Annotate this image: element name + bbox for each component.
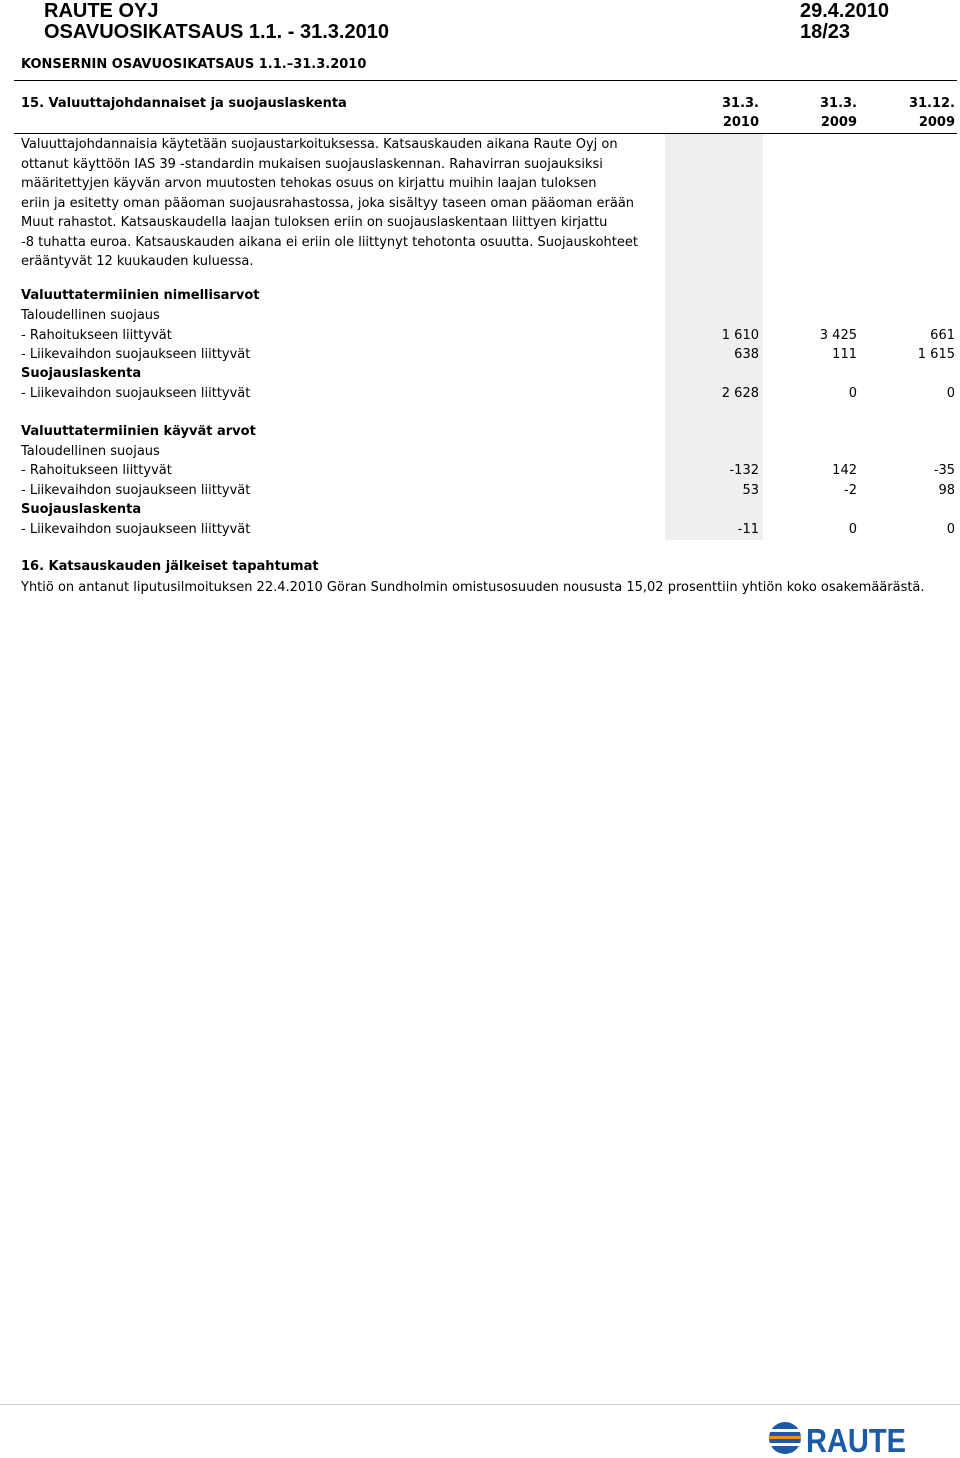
table-row <box>0 500 960 519</box>
value-2010: -11 <box>737 522 759 537</box>
column-header-rule <box>14 133 957 134</box>
table-row <box>0 481 960 500</box>
raute-logo-emblem <box>769 1422 801 1454</box>
value-2010: 1 610 <box>721 328 759 343</box>
raute-logo <box>768 1419 908 1457</box>
report-date: 29.4.2010 <box>800 0 889 22</box>
value-2010: 638 <box>734 347 759 362</box>
paragraph-line: erääntyvät 12 kuukauden kuluessa. <box>21 254 254 269</box>
table-row <box>0 326 960 345</box>
paragraph-line: määritettyjen käyvän arvon muutosten tehokas osuus on kirjattu muihin laajan tuloksen <box>21 176 597 191</box>
value-2009-q1: 142 <box>832 463 857 478</box>
value-2009-q1: 0 <box>848 386 857 401</box>
table-row <box>0 442 960 461</box>
paragraph-line: eriin ja esitetty oman pääoman suojausrahastossa, joka sisältyy taseen oman pääoman erään <box>21 195 635 211</box>
table-row <box>0 461 960 480</box>
row-label: - Liikevaihdon suojaukseen liittyvät <box>21 483 251 498</box>
value-2010: -132 <box>729 463 759 478</box>
paragraph-line: Muut rahastot. Katsauskaudella laajan tuloksen eriin on suojauslaskentaan liittyen kirjattu <box>21 215 608 230</box>
col-header-1-line1: 31.3. <box>721 96 759 111</box>
value-2009-q1: 111 <box>832 347 857 362</box>
paragraph-line: Valuuttajohdannaisia käytetään suojaustarkoituksessa. Katsauskauden aikana Raute Oyj on <box>21 137 618 152</box>
value-2009-q1: 3 425 <box>819 328 857 343</box>
col-header-1-line2: 2010 <box>722 115 759 130</box>
table-row <box>0 306 960 325</box>
row-label: - Liikevaihdon suojaukseen liittyvät <box>21 347 251 362</box>
company-name: RAUTE OYJ <box>44 0 159 22</box>
value-2009-year: 0 <box>946 522 955 537</box>
col-header-2-line1: 31.3. <box>819 96 857 111</box>
footer-rule <box>0 1404 960 1405</box>
value-2009-year: 661 <box>930 328 955 343</box>
col-header-3-line1: 31.12. <box>908 96 955 111</box>
paragraph-line: ottanut käyttöön IAS 39 -standardin mukaisen suojauslaskennan. Rahavirran suojauksiksi <box>21 156 603 172</box>
header-rule <box>14 80 957 81</box>
value-2009-q1: 0 <box>848 522 857 537</box>
section-16-title: 16. Katsauskauden jälkeiset tapahtumat <box>21 559 319 574</box>
paragraph-line: -8 tuhatta euroa. Katsauskauden aikana ei eriin ole liittynyt tehotonta osuutta. Suojauskohteet <box>21 234 638 250</box>
table-row <box>0 364 960 383</box>
row-label: - Rahoitukseen liittyvät <box>21 328 172 343</box>
section-15-title: 15. Valuuttajohdannaiset ja suojauslaskenta <box>21 96 347 111</box>
page-number: 18/23 <box>800 21 851 43</box>
group-subtitle: KONSERNIN OSAVUOSIKATSAUS 1.1.–31.3.2010 <box>21 57 367 72</box>
table-row <box>0 345 960 364</box>
raute-logo-wordmark: RAUTE <box>806 1422 906 1458</box>
table-row <box>0 384 960 403</box>
value-2010: 2 628 <box>721 386 759 401</box>
value-2009-year: 1 615 <box>917 347 955 362</box>
value-2009-year: 98 <box>938 483 955 498</box>
section-16-text: Yhtiö on antanut liputusilmoituksen 22.4.2010 Göran Sundholmin omistusosuuden noususta 15,02 prosenttiin yhtiön koko osakemäärästä. <box>21 580 925 595</box>
row-label: Taloudellinen suojaus <box>21 308 160 323</box>
col-header-2-line2: 2009 <box>820 115 857 130</box>
value-2009-year: -35 <box>933 463 955 478</box>
report-title: OSAVUOSIKATSAUS 1.1. - 31.3.2010 <box>44 21 389 43</box>
value-2010: 53 <box>742 483 759 498</box>
nominal-values-heading: Valuuttatermiinien nimellisarvot <box>21 288 260 303</box>
table-row <box>0 520 960 539</box>
row-label: Taloudellinen suojaus <box>21 444 160 459</box>
row-label: - Liikevaihdon suojaukseen liittyvät <box>21 386 251 401</box>
col-header-3-line2: 2009 <box>918 115 955 130</box>
row-label: - Rahoitukseen liittyvät <box>21 463 172 478</box>
fair-values-heading: Valuuttatermiinien käyvät arvot <box>21 424 256 439</box>
value-2009-year: 0 <box>946 386 955 401</box>
row-label: Suojauslaskenta <box>21 366 142 381</box>
row-label: - Liikevaihdon suojaukseen liittyvät <box>21 522 251 537</box>
value-2009-q1: -2 <box>844 483 857 498</box>
section-15-paragraph <box>21 135 661 272</box>
row-label: Suojauslaskenta <box>21 502 142 517</box>
